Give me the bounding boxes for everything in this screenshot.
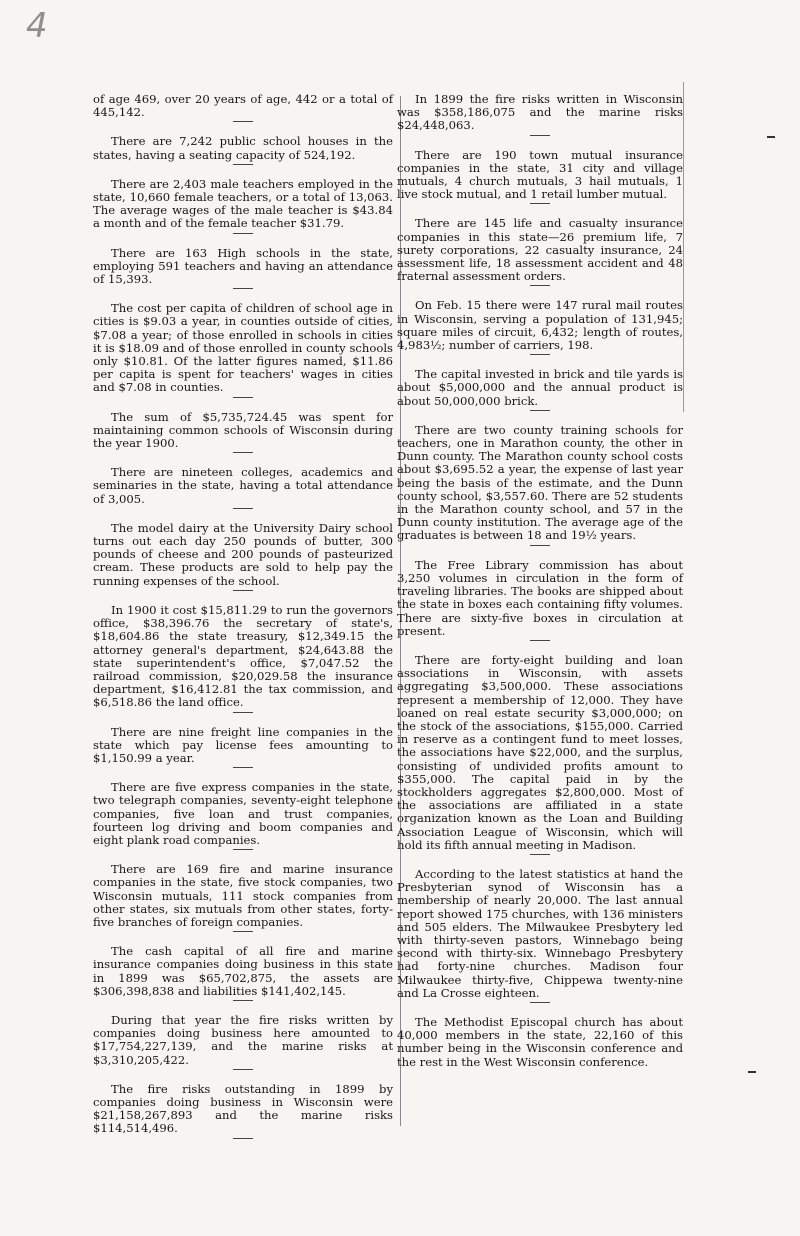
paragraph: The model dairy at the University Dairy school turns out each day 250 pounds of butter, 300 pounds of cheese and 200 pounds of pasteurized cream. These products are sold to help pay the running expenses of the school. [93,520,393,588]
right-margin-rule [683,82,684,412]
separator [530,854,550,855]
paragraph: There are 145 life and casualty insurance companies in this state—26 premium life, 7 surety corporations, 22 casualty insurance, 24 assessment life, 18 assessment accident and 48 fraternal assessment orders. [397,216,683,284]
paragraph: There are 2,403 male teachers employed in the state, 10,660 female teachers, or a total of 13,063. The average wages of the male teacher is $43.84 a month and of the female teacher $31.79. [93,176,393,231]
separator [233,1000,253,1001]
separator [233,590,253,591]
paragraph: The Free Library commission has about 3,250 volumes in circulation in the form of traveling libraries. The books are shipped about the state in boxes each containing fifty volumes. There are sixty-five boxes in circulation at present. [397,557,683,638]
separator [233,712,253,713]
paragraph: There are nine freight line companies in the state which pay license fees amounting to $1,150.99 a year. [93,724,393,765]
separator [530,354,550,355]
separator [530,1002,550,1003]
margin-mark [767,136,775,138]
separator [233,397,253,398]
separator [530,640,550,641]
separator [530,135,550,136]
paragraph: The capital invested in brick and tile yards is about $5,000,000 and the annual product is about 50,000,000 brick. [397,367,683,408]
paragraph: On Feb. 15 there were 147 rural mail routes in Wisconsin, serving a population of 131,945; square miles of circuit, 6,432; length of routes, 4,983½; number of carriers, 198. [397,298,683,353]
paragraph: There are 163 High schools in the state, employing 591 teachers and having an attendance of 15,393. [93,245,393,287]
separator [530,203,550,204]
separator [233,508,253,509]
paragraph: In 1899 the fire risks written in Wisconsin was $358,186,075 and the marine risks $24,448,063. [397,92,683,133]
paragraph: The fire risks outstanding in 1899 by companies doing business in Wisconsin were $21,158,267,893 and the marine risks $114,514,496. [93,1081,393,1136]
paragraph: According to the latest statistics at hand the Presbyterian synod of Wisconsin has a membership of nearly 20,000. The last annual report showed 175 churches, with 136 ministers and 505 elders. The Milwaukee Presbytery led with thirty-seven pastors, Winnebago being second with thirty-six. Winnebago Presbytery had forty-nine churches. Madison four Milwaukee thirty-five, Chippewa twenty-nine and La Crosse eighteen. [397,866,683,1000]
separator [530,285,550,286]
paragraph: There are forty-eight building and loan associations in Wisconsin, with assets aggregating $3,500,000. These associations represent a membership of 12,000. They have loaned on real estate security $3,000,000; on the stock of the associations, $155,000. Carried in reserve as a contingent fund to meet losses, the associations have $22,000, and the surplus, consisting of undivided profits amount to $355,000. The capital paid in by the stockholders aggregates $2,800,000. Most of the associations are affiliated in a state organization known as the Loan and Building Association League of Wisconsin, which will hold its fifth annual meeting in Madison. [397,652,683,852]
paragraph: The sum of $5,735,724.45 was spent for maintaining common schools of Wisconsin during the year 1900. [93,409,393,451]
separator [530,545,550,546]
paragraph: During that year the fire risks written by companies doing business here amounted to $17,754,227,139, and the marine risks at $3,310,205,422. [93,1012,393,1067]
separator [233,121,253,122]
separator [233,849,253,850]
paragraph: The cost per capita of children of school age in cities is $9.03 a year, in counties outside of cities, $7.08 a year; of those enrolled in schools in cities it is $18.09 and of those enrolled in county schools only $10.81. Of the latter figures named, $11.86 per capita is spent for teachers' wages in cities and $7.08 in counties. [93,301,393,395]
separator [233,1069,253,1070]
separator [233,767,253,768]
left-column [93,93,393,1152]
separator [233,452,253,453]
paragraph: There are two county training schools for teachers, one in Marathon county, the other in Dunn county. The Marathon county school costs about $3,695.52 a year, the expense of last year being the basis of the estimate, and the Dunn county school, $3,557.60. There are 52 students in the Marathon county school, and 57 in the Dunn county institution. The average age of the graduates is between 18 and 19½ years. [397,422,683,543]
margin-mark [748,1071,756,1073]
paragraph: The cash capital of all fire and marine insurance companies doing business in this state in 1899 was $65,702,875, the assets are $306,398,838 and liabilities $141,402,145. [93,944,393,998]
separator [233,288,253,289]
right-column [397,93,683,1069]
separator [233,164,253,165]
separator [233,1138,253,1139]
paragraph: There are 190 town mutual insurance companies in the state, 31 city and village mutuals, 4 church mutuals, 3 hail mutuals, 1 live stock mutual, and 1 retail lumber mutual. [397,147,683,202]
page-number: 4 [26,6,48,46]
separator [530,410,550,411]
paragraph: There are five express companies in the state, two telegraph companies, seventy-eight telephone companies, five loan and trust companies, fourteen log driving and boom companies and eight plank road companies. [93,780,393,847]
separator [233,233,253,234]
paragraph: There are 169 fire and marine insurance companies in the state, five stock companies, two Wisconsin mutuals, 111 stock companies from other states, six mutuals from other states, forty-five branches of foreign companies. [93,862,393,929]
separator [233,931,253,932]
paragraph: In 1900 it cost $15,811.29 to run the governors office, $38,396.76 the secretary of state's, $18,604.86 the state treasury, $12,349.15 the attorney general's department, $24,643.88 the state superintendent's office, $7,047.52 the railroad commission, $20,029.58 the insurance department, $16,412.81 the tax commission, and $6,518.86 the land office. [93,602,393,710]
paragraph: There are nineteen colleges, academics and seminaries in the state, having a total attendance of 3,005. [93,465,393,506]
paragraph: There are 7,242 public school houses in the states, having a seating capacity of 524,192. [93,134,393,162]
paragraph: of age 469, over 20 years of age, 442 or a total of 445,142. [93,92,393,120]
paragraph: The Methodist Episcopal church has about 40,000 members in the state, 22,160 of this number being in the Wisconsin conference and the rest in the West Wisconsin conference. [397,1014,683,1069]
